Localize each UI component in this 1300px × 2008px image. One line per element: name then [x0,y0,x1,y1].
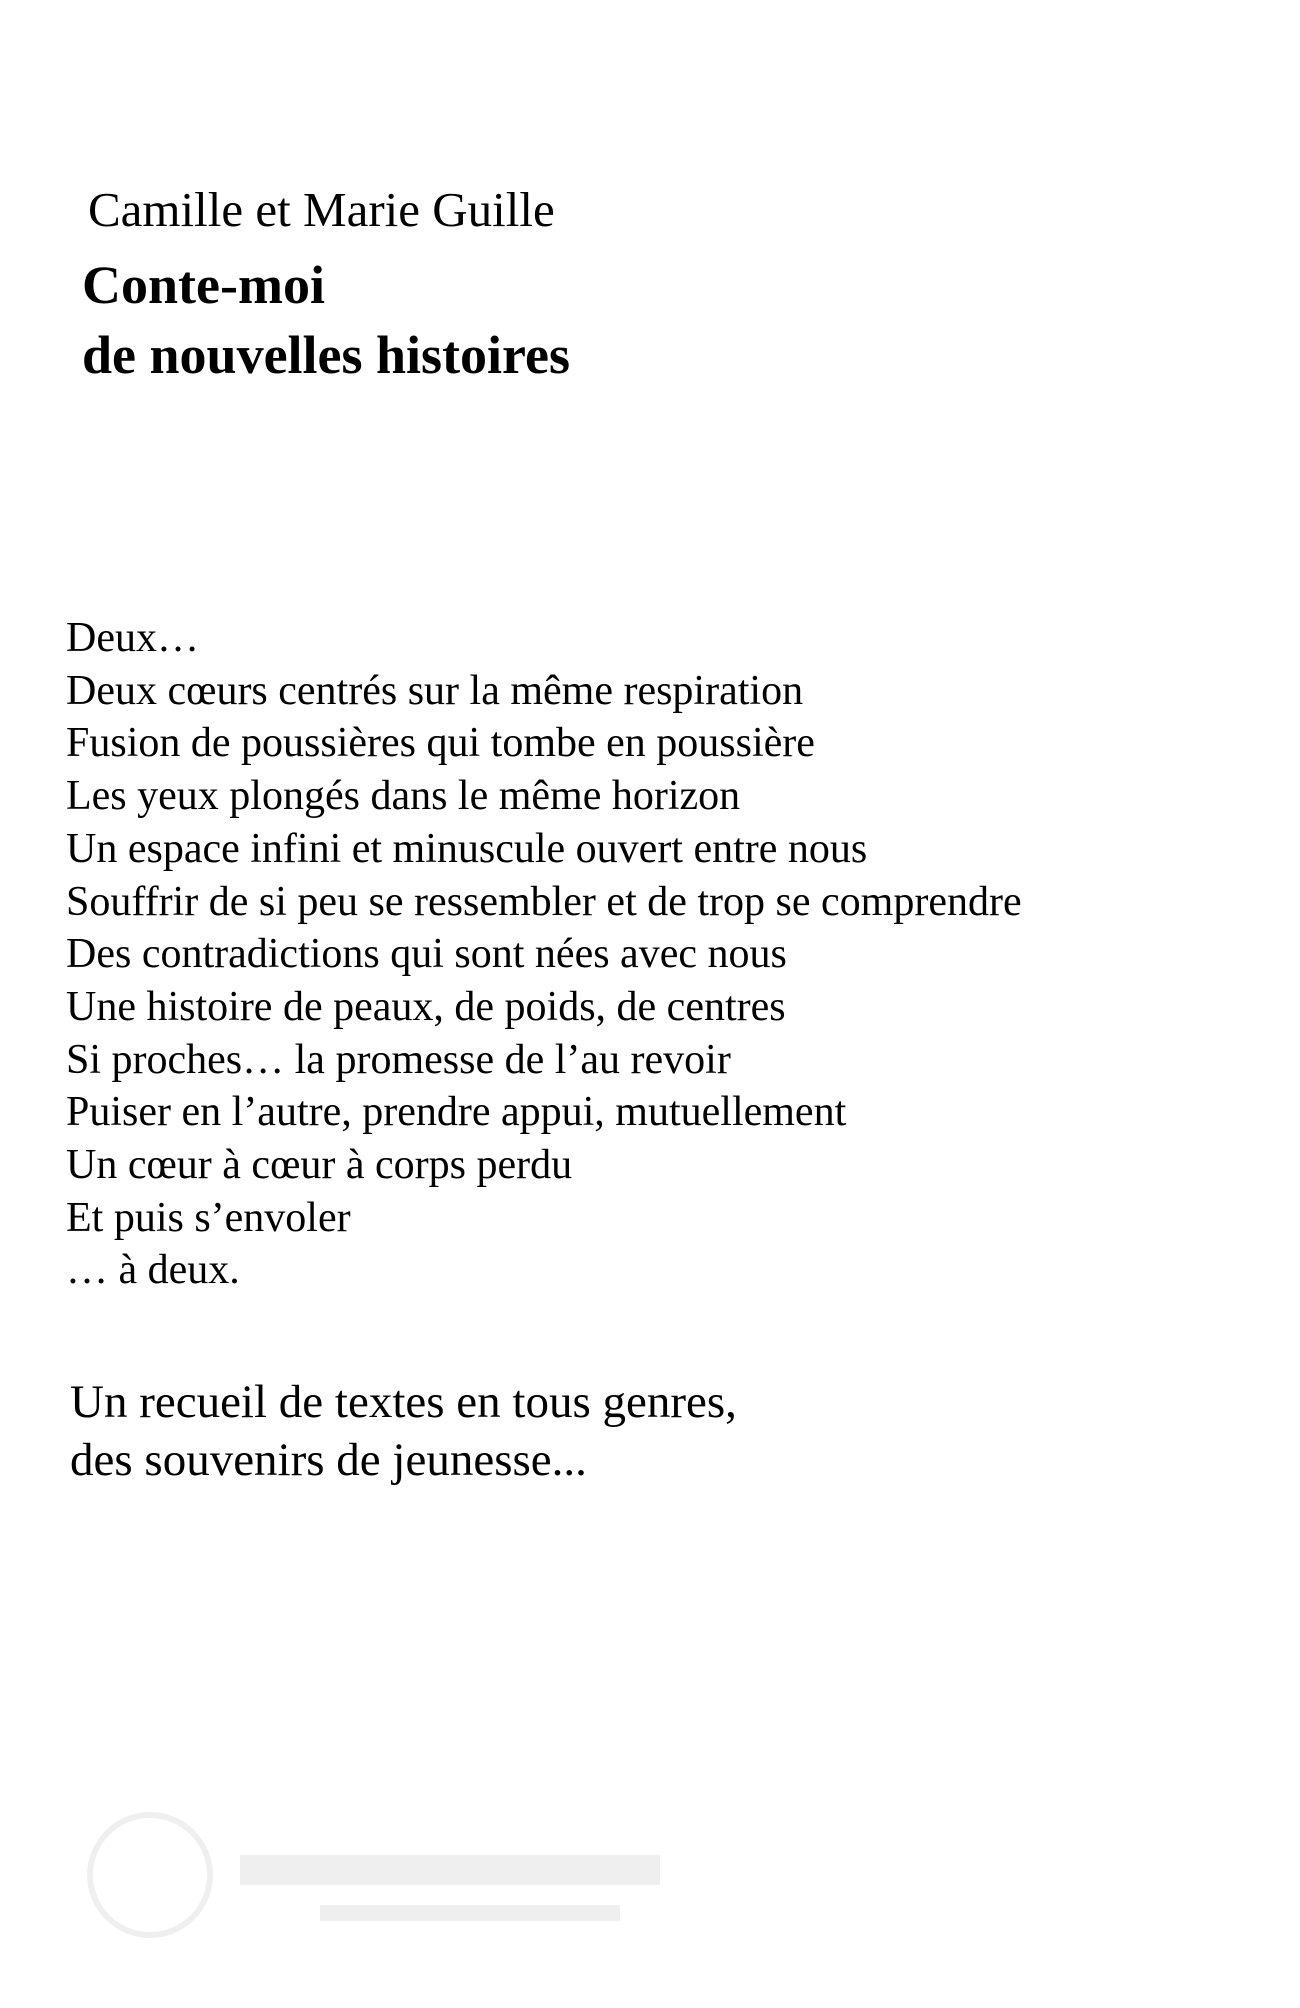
blurb-line: des souvenirs de jeunesse... [70,1434,587,1486]
poem-line: Deux… [66,615,199,661]
title-line: Conte-moi [82,255,325,315]
blurb-line: Un recueil de textes en tous genres, [70,1376,737,1428]
poem-line: Un espace infini et minuscule ouvert entre nous [66,825,868,872]
poem-line: Un cœur à cœur à corps perdu [66,1142,573,1189]
poem-line: Souffrir de si peu se ressembler et de trop se comprendre [66,878,1022,925]
poem-line: Puiser en l’autre, prendre appui, mutuellement [66,1089,847,1136]
poem-line: Si proches… la promesse de l’au revoir [66,1036,731,1083]
faint-publisher-mark [70,1800,850,1950]
title-line: de nouvelles histoires [82,325,571,385]
poem-line: Deux cœurs centrés sur la même respiration [66,667,804,714]
poem-line: Des contradictions qui sont nées avec nous [66,931,787,978]
author-name: Camille et Marie Guille [88,182,555,237]
poem-line: Une histoire de peaux, de poids, de centres [66,983,786,1030]
poem-line: Fusion de poussières qui tombe en poussière [66,720,815,767]
book-title [82,250,570,390]
blurb [70,1373,737,1489]
poem [66,612,1022,1297]
poem-line: Les yeux plongés dans le même horizon [66,773,741,820]
poem-line: … à deux. [66,1247,240,1294]
poem-line: Et puis s’envoler [66,1194,351,1241]
